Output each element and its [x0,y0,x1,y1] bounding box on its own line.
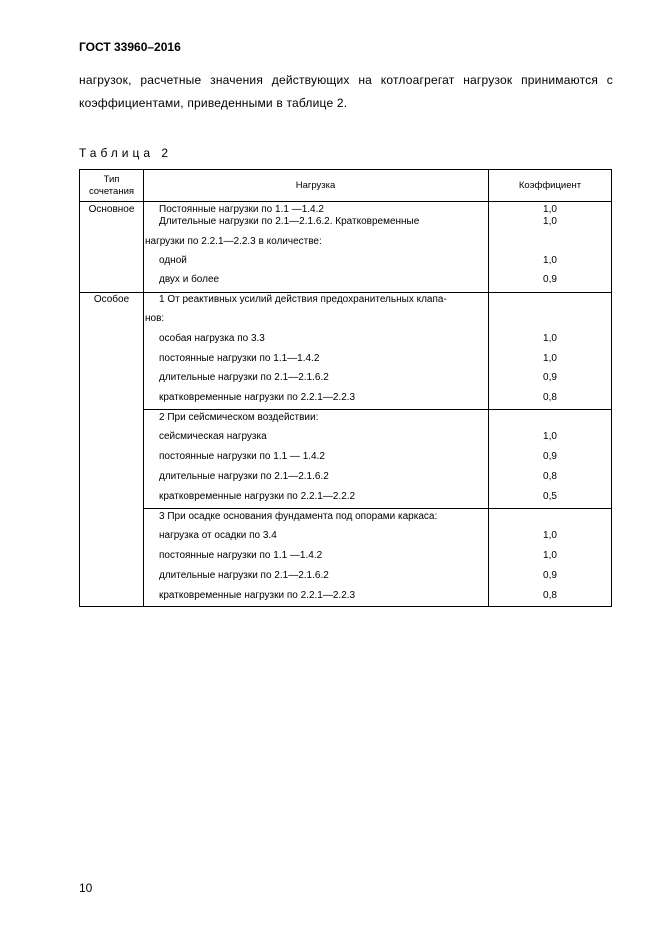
table-row-text: кратковременные нагрузки по 2.2.1—2.2.3 [159,392,356,403]
table-row-coef: 0,8 [543,392,557,403]
table-row-text: Постоянные нагрузки по 1.1 —1.4.2 [159,204,324,215]
table-row-text: двух и более [159,274,220,285]
page-number: 10 [79,881,93,895]
table-row-text: кратковременные нагрузки по 2.2.1—2.2.2 [159,491,356,502]
table-row-text: постоянные нагрузки по 1.1 —1.4.2 [159,550,323,561]
body-text-line-1: нагрузок, расчетные значения действующих на котлоагрегат нагрузок принимаются с [79,73,613,87]
table-row-text: постоянные нагрузки по 1.1 — 1.4.2 [159,451,325,462]
table-row-text: 3 При осадке основания фундамента под опорами каркаса: [159,511,438,522]
table-row-coef: 1,0 [543,204,557,215]
table-row-coef: 0,9 [543,570,557,581]
table-row-text: нагрузка от осадки по 3.4 [159,530,277,541]
table-row-coef: 0,8 [543,590,557,601]
loads-coefficient-table [79,169,612,607]
table-row-text: Длительные нагрузки по 2.1—2.1.6.2. Кратковременные [159,216,420,227]
table-row-coef: 1,0 [543,255,557,266]
table-row-text: кратковременные нагрузки по 2.2.1—2.2.3 [159,590,356,601]
table-row-text: длительные нагрузки по 2.1—2.1.6.2 [159,471,329,482]
header-coefficient: Коэффициент [518,180,582,191]
combination-type-basic: Основное [88,204,135,215]
table-row-text: длительные нагрузки по 2.1—2.1.6.2 [159,570,329,581]
group-divider [143,409,611,410]
combination-type-special: Особое [93,294,130,305]
table-row-coef: 1,0 [543,530,557,541]
group-divider [143,508,611,509]
table-row-text: особая нагрузка по 3.3 [159,333,265,344]
header-type-cell [80,174,143,198]
header-load: Нагрузка [295,180,336,191]
table-row-coef: 1,0 [543,333,557,344]
column-divider [143,170,144,606]
table-row-text: 2 При сейсмическом воздействии: [159,412,319,423]
section-divider [80,292,611,293]
table-row-text: одной [159,255,187,266]
header-type-line-1: Тип [103,174,120,185]
table-caption: Таблица 2 [79,146,173,160]
table-row-coef: 1,0 [543,353,557,364]
table-row-coef: 0,9 [543,372,557,383]
table-row-text: сейсмическая нагрузка [159,431,267,442]
table-row-text: 1 От реактивных усилий действия предохранительных клапа- [159,294,447,305]
table-row-coef: 1,0 [543,216,557,227]
table-row-coef: 0,9 [543,451,557,462]
table-row-coef: 0,5 [543,491,557,502]
header-type-line-2: сочетания [88,186,135,197]
table-row-text: постоянные нагрузки по 1.1—1.4.2 [159,353,320,364]
table-row-coef: 0,8 [543,471,557,482]
table-row-coef: 0,9 [543,274,557,285]
table-row-text: длительные нагрузки по 2.1—2.1.6.2 [159,372,329,383]
document-code-header: ГОСТ 33960–2016 [79,40,181,54]
table-row-text: нов: [145,313,165,324]
table-row-coef: 1,0 [543,550,557,561]
table-row-text: нагрузки по 2.2.1—2.2.3 в количестве: [145,236,322,247]
body-text-line-2: коэффициентами, приведенными в таблице 2. [79,96,348,110]
header-row-divider [80,201,611,202]
table-row-coef: 1,0 [543,431,557,442]
